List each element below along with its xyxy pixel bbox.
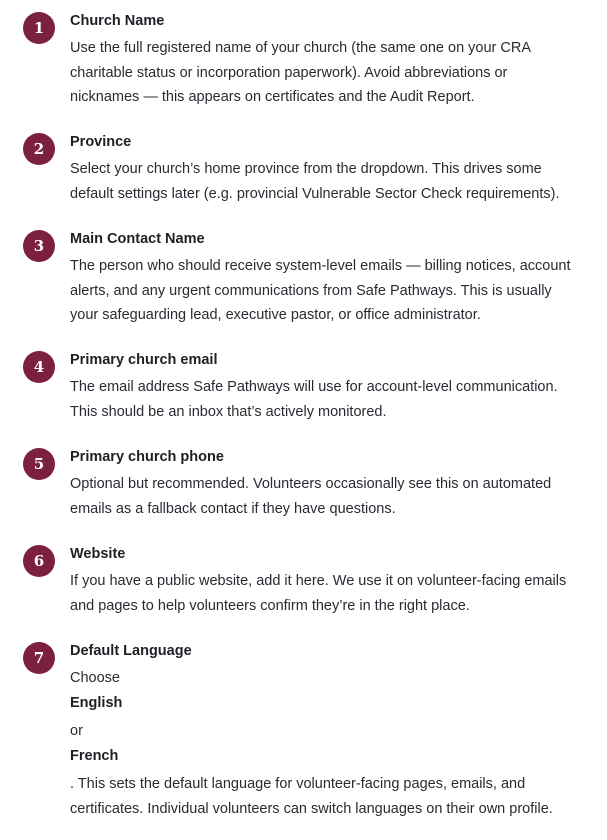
step-number-badge: 2 xyxy=(23,133,55,165)
step-content xyxy=(70,545,600,618)
step-description: The email address Safe Pathways will use for account-level communication. This should be an inbox that’s actively monitored. xyxy=(70,379,558,420)
choose-text: Choose xyxy=(70,670,120,686)
or-text: or xyxy=(70,723,83,739)
step-description: Select your church’s home province from the dropdown. This drives some default settings later (e.g. provincial Vulnerable Sector Check requirements). xyxy=(70,161,560,202)
language-option-english: English xyxy=(70,694,123,711)
step-content xyxy=(70,133,600,206)
step-content xyxy=(70,12,600,110)
step-description: . This sets the default language for volunteer-facing pages, emails, and certificates. Individual volunteers can switch languages on their own profile. xyxy=(70,776,553,817)
step-number-badge: 6 xyxy=(23,545,55,577)
step-content xyxy=(70,448,600,521)
step-content xyxy=(70,642,600,821)
step-title: Primary church email xyxy=(70,352,218,368)
step-description: If you have a public website, add it here. We use it on volunteer-facing emails and pages to help volunteers confirm they’re in the right place. xyxy=(70,573,567,614)
step-description-block xyxy=(70,666,600,821)
step-number-badge: 7 xyxy=(23,642,55,674)
step-number-badge: 1 xyxy=(23,12,55,44)
step-number-badge: 5 xyxy=(23,448,55,480)
step-description: Optional but recommended. Volunteers occasionally see this on automated emails as a fallback contact if they have questions. xyxy=(70,476,552,517)
step-title: Main Contact Name xyxy=(70,231,205,247)
step-description: The person who should receive system-level emails — billing notices, account alerts, and any urgent communications from Safe Pathways. This is usually your safeguarding lead, executive pastor, or office administrator. xyxy=(70,258,571,323)
step-title: Province xyxy=(70,134,132,150)
step-content xyxy=(70,230,600,328)
step-title: Primary church phone xyxy=(70,449,224,465)
step-title: Website xyxy=(70,546,126,562)
step-number-badge: 3 xyxy=(23,230,55,262)
language-option-french: French xyxy=(70,747,119,764)
step-number-badge: 4 xyxy=(23,351,55,383)
step-title: Default Language xyxy=(70,643,192,659)
step-description: Use the full registered name of your church (the same one on your CRA charitable status or incorporation paperwork). Avoid abbreviations or nicknames — this appears on certificates and the Audit Report. xyxy=(70,40,532,105)
step-title: Church Name xyxy=(70,13,165,29)
step-content xyxy=(70,351,600,424)
